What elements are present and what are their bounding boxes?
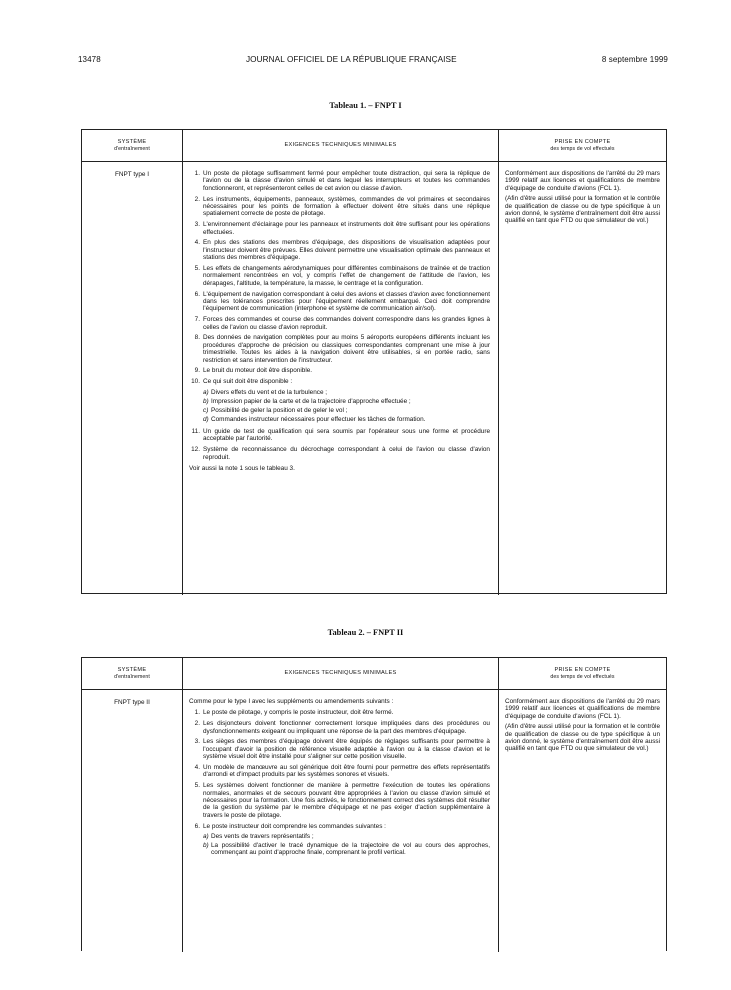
credit-paragraph: (Afin d'être aussi utilisé pour la formation et le contrôle de qualification de classe ou de type spécifique à un avion donné, le système d'entraînement doit être aussi qualifié en tant que FTD ou que simulateur de vol.) [505,723,660,753]
item-text: Le poste instructeur doit comprendre les commandes suivantes : [203,822,386,830]
sub-letter: c) [203,406,209,414]
item-text: Un guide de test de qualification qui sera soumis par l'opérateur sous une forme et procédure acceptable par l'autorité. [203,428,490,443]
item-number: 2. [194,195,200,203]
item-number: 1. [194,170,200,177]
list-item [189,239,490,261]
table2-credit [499,690,666,952]
sub-text: Commandes instructeur nécessaires pour effectuer les tâches de formation. [211,415,426,423]
col-system-line1: SYSTÈME [117,138,147,145]
table1-col-credit [499,130,666,161]
sub-text: La possibilité d'activer le tracé dynamique de la trajectoire de vol au cours des approches, commençant au point d'approche finale, comprenant le profil vertical. [211,842,490,857]
item-number: 8. [194,334,200,342]
col-requirements-label: EXIGENCES TECHNIQUES MINIMALES [284,670,397,676]
list-item [189,291,490,313]
sub-letter: b) [203,397,209,405]
item-number: 7. [194,316,200,324]
item-text: Système de reconnaissance du décrochage correspondant à celui de l'avion ou classe d'avion reproduit. [203,446,490,461]
publication-date: 8 septembre 1999 [601,55,668,64]
item-number: 12. [191,446,200,454]
item-text: Les disjoncteurs doivent fonctionner correctement lorsque impliquées dans des procédures ou dysfonctionnements exigeant ou impliquant une réponse de la part des membres d'équipage. [203,720,490,735]
sub-item [203,416,490,423]
credit-paragraph: Conformément aux dispositions de l'arrêté du 29 mars 1999 relatif aux licences et qualifications de membre d'équipage de conduite d'avions (FCL 1). [505,170,660,192]
sub-text: Possibilité de geler la position et de geler le vol ; [211,406,348,414]
col-credit-line1: PRISE EN COMPTE [554,138,611,145]
sub-item [203,833,490,840]
requirements-list [189,709,490,858]
item-number: 2. [194,720,200,728]
table1 [81,129,667,594]
table2-col-system [82,658,183,689]
col-requirements-label: EXIGENCES TECHNIQUES MINIMALES [284,142,397,148]
list-item [189,738,490,760]
item-text-block [203,378,490,424]
item-text: Les instruments, équipements, panneaux, systèmes, commandes de vol primaires et secondaires nécessaires pour les points de formation à effectuer doivent être situés dans une réplique spatialement correcte de poste de pilotage. [203,195,490,218]
table2-col-requirements [183,658,499,689]
item-number: 6. [194,290,200,298]
list-item [189,720,490,735]
table2-device: FNPT type II [82,690,183,952]
table1-header [82,130,666,162]
table1-col-requirements [183,130,499,161]
sub-letter: b) [203,842,209,850]
journal-title: JOURNAL OFFICIEL DE LA RÉPUBLIQUE FRANÇAISE [245,55,457,64]
item-text: Un modèle de manœuvre au sol générique doit être fourni pour permettre des effets représentatifs d'arrondi et d'impact produits par les systèmes sonores et visuels. [203,764,490,779]
item-text: Un poste de pilotage suffisamment fermé pour empêcher toute distraction, qui sera la réplique de l'avion ou de la classe d'avion simulé et dans lequel les interrupteurs et toutes les commandes fonctionneront, et représenteront celles de cet avion ou classe d'avion. [203,170,490,192]
running-header [78,55,668,64]
item-number: 1. [194,709,200,717]
requirements-list [189,170,490,461]
credit-paragraph: Conformément aux dispositions de l'arrêté du 29 mars 1999 relatif aux licences et qualifications de membre d'équipage de conduite d'avions (FCL 1). [505,698,660,720]
sub-letter: a) [203,833,209,841]
sub-text: Divers effets du vent et de la turbulence ; [211,388,328,396]
item-text: Forces des commandes et course des commandes doivent correspondre dans les grandes lignes à celles de l'avion ou classe d'avion reproduit. [203,316,490,331]
table1-note: Voir aussi la note 1 sous le tableau 3. [189,465,295,473]
table2-col-credit [499,658,666,689]
sub-item [203,407,490,414]
item-text: Des données de navigation complètes pour au moins 5 aéroports européens différents incluant les procédures d'approche de précision ou classiques correspondantes comprenant une mise à jour trimestrielle. Toutes les aides à la navigation doivent être utilisables, si en portée radio, sans restriction et sans intervention de l'instructeur. [203,334,490,364]
item-number: 4. [194,239,200,247]
item-number: 6. [194,822,200,830]
col-credit-line2: des temps de vol effectués [550,673,615,680]
item-text: Les systèmes doivent fonctionner de manière à permettre l'exécution de toutes les opérations normales, anormales et de secours pouvant être appropriées à l'avion ou classe d'avion simulé et nécessaires pour la formation. Une fois activés, le fonctionnement correct des systèmes doit résulter de la gestion du système par le membre d'équipage et ne pas exiger d'action supplémentaire à travers le poste de pilotage. [203,782,490,819]
item-number: 9. [194,367,200,375]
list-item [189,428,490,443]
list-item [189,823,490,859]
item-text: Le poste de pilotage, y compris le poste instructeur, doit être fermé. [203,709,394,717]
item-number: 3. [194,221,200,229]
item-number: 3. [194,738,200,746]
sub-list [203,833,490,857]
item-text: L'équipement de navigation correspondant à celui des avions et classes d'avion avec fonctionnement dans les tolérances prescrites pour l'équipement réellement embarqué. Ceci doit comprendre l'équipement de communication (interphone et système de communication air/sol). [203,290,490,313]
list-item [189,316,490,331]
table1-device: FNPT type I [82,162,183,595]
item-number: 5. [194,782,200,790]
item-text: Les effets de changements aérodynamiques pour différentes combinaisons de traînée et de traction normalement rencontrées en vol, y compris l'effet de changement de l'attitude de l'avion, les dérapages, l'altitude, la température, la masse, le centrage et la configuration. [203,265,490,287]
list-item [189,378,490,424]
list-item [189,367,490,374]
list-item [189,196,490,218]
table1-title: Tableau 1. – FNPT I [329,101,402,110]
table2 [81,657,667,951]
item-number: 10. [191,378,200,386]
sub-letter: a) [203,388,209,396]
sub-item [203,842,490,857]
list-item [189,170,490,192]
table1-body [82,162,666,595]
col-credit-line1: PRISE EN COMPTE [554,666,611,673]
col-system-line1: SYSTÈME [117,666,147,673]
credit-paragraph: (Afin d'être aussi utilisé pour la formation et le contrôle de qualification de classe ou de type spécifique à un avion donné, le système d'entraînement doit être aussi qualifié en tant que FTD ou que simulateur de vol.) [505,195,660,225]
item-text: Les sièges des membres d'équipage doivent être équipés de réglages suffisants pour permettre à l'occupant d'avoir la position de référence visuelle adaptée à l'avion ou à la classe d'avion et le système visuel doit être installé pour s'aligner sur cette position visuelle. [203,738,490,761]
sub-item [203,398,490,405]
table2-title: Tableau 2. – FNPT II [327,628,404,637]
col-system-line2: d'entraînement [114,145,150,152]
table1-credit [499,162,666,595]
table1-requirements [183,162,499,595]
item-number: 4. [194,764,200,772]
item-text-block [203,823,490,859]
sub-text: Impression papier de la carte et de la trajectoire d'approche effectuée ; [211,397,411,405]
list-item [189,446,490,461]
table1-col-system [82,130,183,161]
list-item [189,782,490,819]
list-item [189,265,490,287]
item-text: En plus des stations des membres d'équipage, des dispositions de visualisation adaptées pour l'instructeur doivent être prévues. Elles doivent permettre une visualisation optimale des panneaux et stations des membres d'équipage. [203,239,490,262]
table2-requirements [183,690,499,952]
list-item [189,221,490,236]
item-text: L'environnement d'éclairage pour les panneaux et instruments doit être suffisant pour les opérations effectuées. [203,221,490,236]
item-number: 5. [194,265,200,273]
sub-letter: d) [203,415,209,423]
table2-header [82,658,666,690]
col-credit-line2: des temps de vol effectués [550,145,615,152]
sub-text: Des vents de travers représentatifs ; [211,833,314,841]
page-number: 13478 [78,55,101,64]
list-item [189,764,490,779]
item-text: Le bruit du moteur doit être disponible. [203,367,313,375]
list-item [189,334,490,364]
sub-item [203,389,490,396]
list-item [189,709,490,716]
sub-list [203,389,490,423]
table2-intro: Comme pour le type I avec les suppléments ou amendements suivants : [189,698,394,705]
col-system-line2: d'entraînement [114,673,150,680]
table2-body [82,690,666,952]
item-text: Ce qui suit doit être disponible : [203,378,293,386]
item-number: 11. [191,428,200,436]
